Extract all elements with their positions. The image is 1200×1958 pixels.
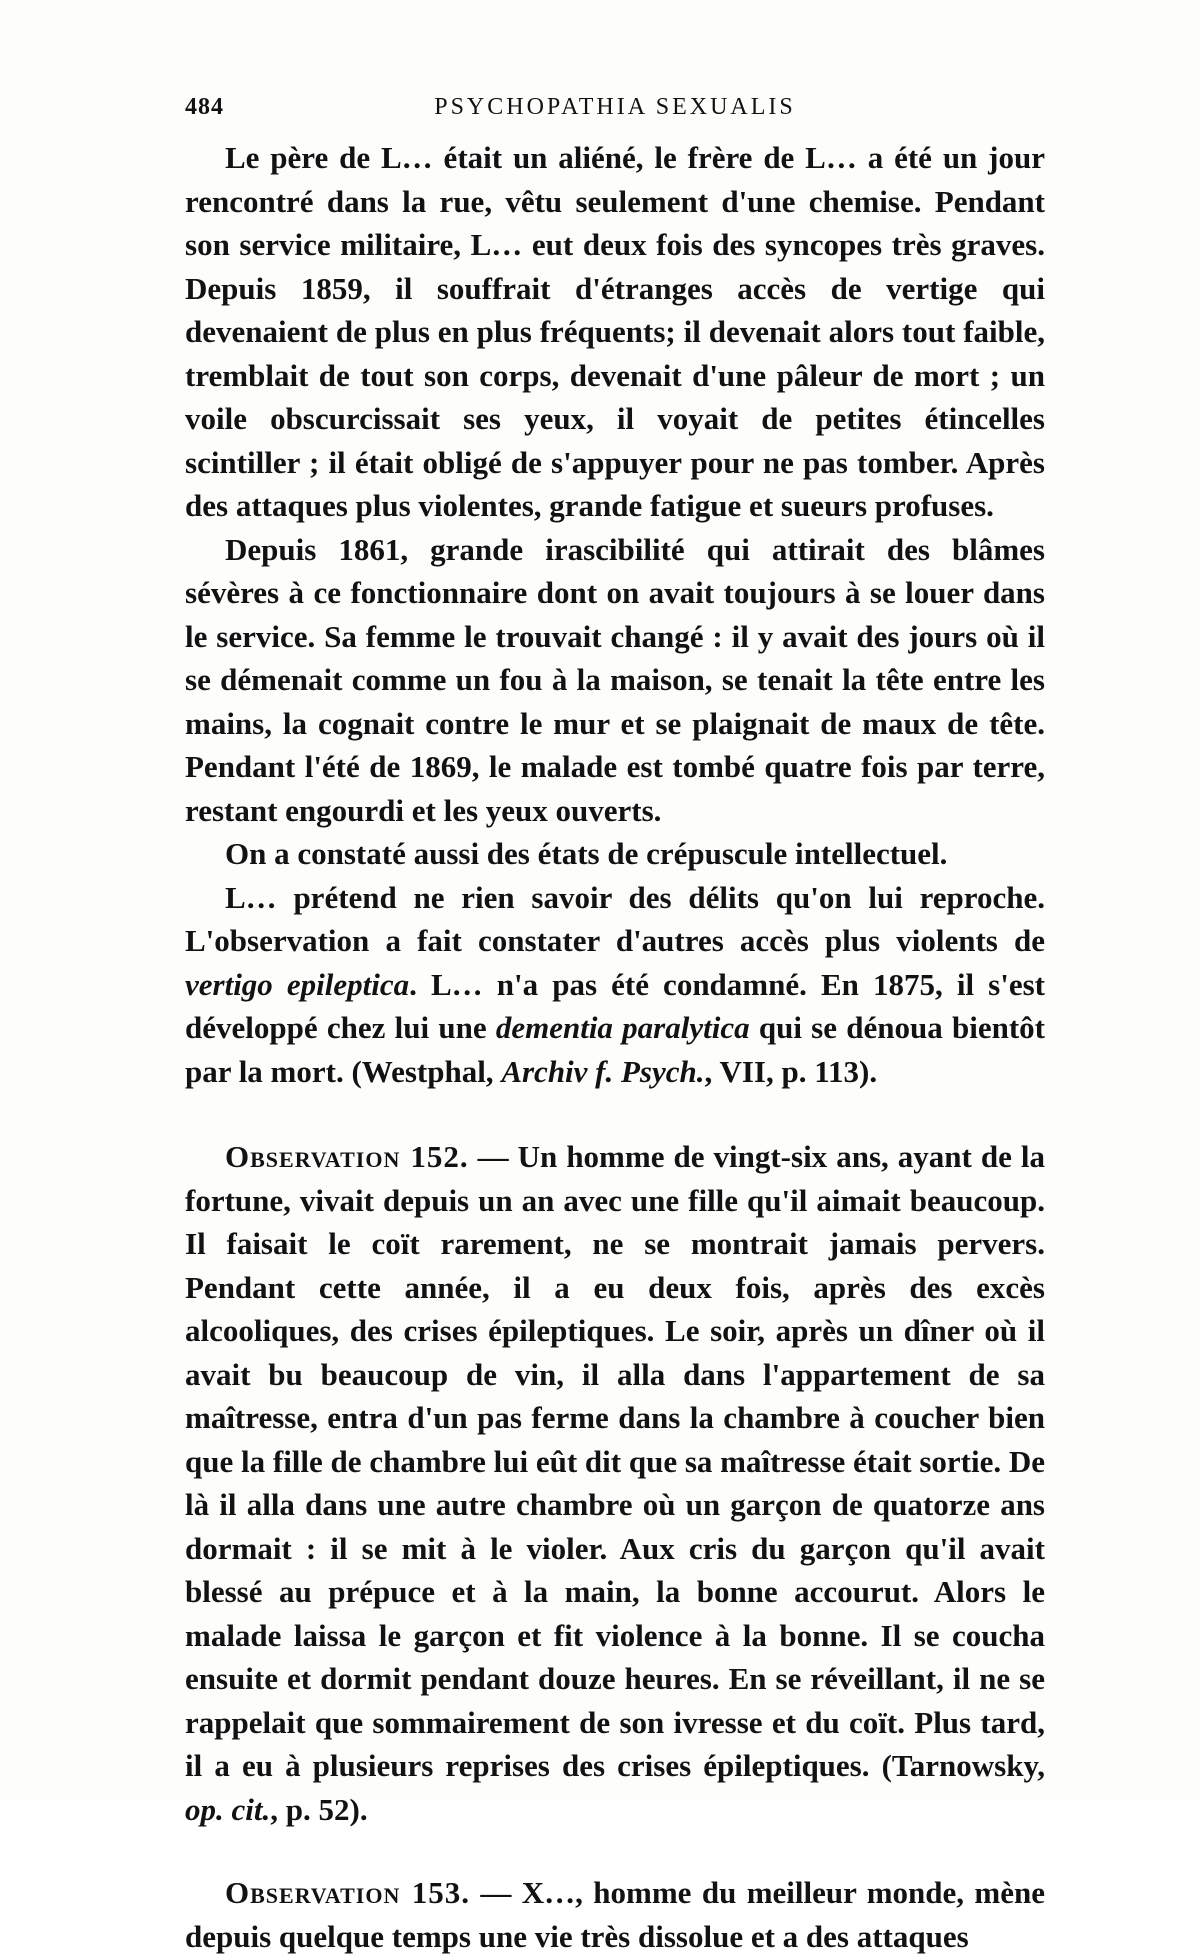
observation-153-label: Observation 153. bbox=[225, 1875, 470, 1910]
observation-152-tail: , p. 52). bbox=[270, 1791, 368, 1827]
paragraph-outcome-part-2: . L… n'a pas été condamné. En 1875, il s'est développé chez lui une bbox=[185, 966, 1045, 1045]
page-header bbox=[185, 94, 1045, 134]
observation-153 bbox=[185, 1871, 1045, 1958]
observation-153-text: — X…, homme du meilleur monde, mène depuis quelque temps une vie très dissolue et a des attaques bbox=[185, 1875, 1045, 1954]
citation-op-cit: op. cit. bbox=[185, 1791, 271, 1827]
paragraph-outcome-part-3: qui se dénoua bientôt par la mort. (Westphal, bbox=[185, 1010, 1045, 1089]
observation-152-text: — Un homme de vingt-six ans, ayant de la fortune, vivait depuis un an avec une fille qu'il aimait beaucoup. Il faisait le coït rarement, ne se montrait jamais pervers. Pendant cette année, il a eu deux fois, après des excès alcooliques, des crises épileptiques. Le soir, après un dîner où il avait bu beaucoup de vin, il alla dans l'appartement de sa maîtresse, entra d'un pas ferme dans la chambre à coucher bien que la fille de chambre lui eût dit que sa maîtresse était sortie. De là il alla dans une autre chambre où un garçon de quatorze ans dormait : il se mit à le violer. Aux cris du garçon qu'il avait blessé au prépuce et à la main, la bonne accourut. Alors le malade laissa le garçon et fit violence à la bonne. Il se coucha ensuite et dormit pendant douze heures. En se réveillant, il ne se rappelait que sommairement de son ivresse et du coït. Plus tard, il a eu à plusieurs reprises des crises épileptiques. (Tarnowsky, bbox=[185, 1139, 1045, 1783]
paragraph-outcome-part-1: L… prétend ne rien savoir des délits qu'on lui reproche. L'observation a fait constater d'autres accès plus violents de bbox=[185, 879, 1045, 958]
page-number: 484 bbox=[185, 94, 224, 120]
running-head: PSYCHOPATHIA SEXUALIS bbox=[434, 94, 796, 120]
paragraph-outcome bbox=[185, 876, 1045, 1094]
paragraph-father-history: Le père de L… était un aliéné, le frère de L… a été un jour rencontré dans la rue, vêtu seulement d'une chemise. Pendant son service militaire, L… eut deux fois des syncopes très graves. Depuis 1859, il souffrait d'étranges accès de vertige qui devenaient de plus en plus fréquents; il devenait alors tout faible, tremblait de tout son corps, devenait d'une pâleur de mort ; un voile obscurcissait ses yeux, il voyait de petites étincelles scintiller ; il était obligé de s'appuyer pour ne pas tomber. Après des attaques plus violentes, grande fatigue et sueurs profuses. bbox=[185, 140, 1045, 523]
observation-152-label: Observation 152. bbox=[225, 1139, 469, 1174]
body-text bbox=[185, 136, 1045, 1958]
paragraph-twilight-states: On a constaté aussi des états de crépuscule intellectuel. bbox=[225, 836, 948, 871]
term-dementia-paralytica: dementia paralytica bbox=[495, 1010, 750, 1045]
paragraph-outcome-part-4: , VII, p. 113). bbox=[704, 1053, 878, 1089]
observation-152 bbox=[185, 1135, 1045, 1831]
citation-archiv-psych: Archiv f. Psych. bbox=[501, 1053, 705, 1089]
term-vertigo-epileptica: vertigo epileptica bbox=[185, 966, 410, 1002]
paragraph-irascibility: Depuis 1861, grande irascibilité qui attirait des blâmes sévères à ce fonctionnaire dont on avait toujours à se louer dans le service. Sa femme le trouvait changé : il y avait des jours où il se démenait comme un fou à la maison, se tenait la tête entre les mains, la cognait contre le mur et se plaignait de maux de tête. Pendant l'été de 1869, le malade est tombé quatre fois par terre, restant engourdi et les yeux ouverts. bbox=[185, 531, 1045, 828]
